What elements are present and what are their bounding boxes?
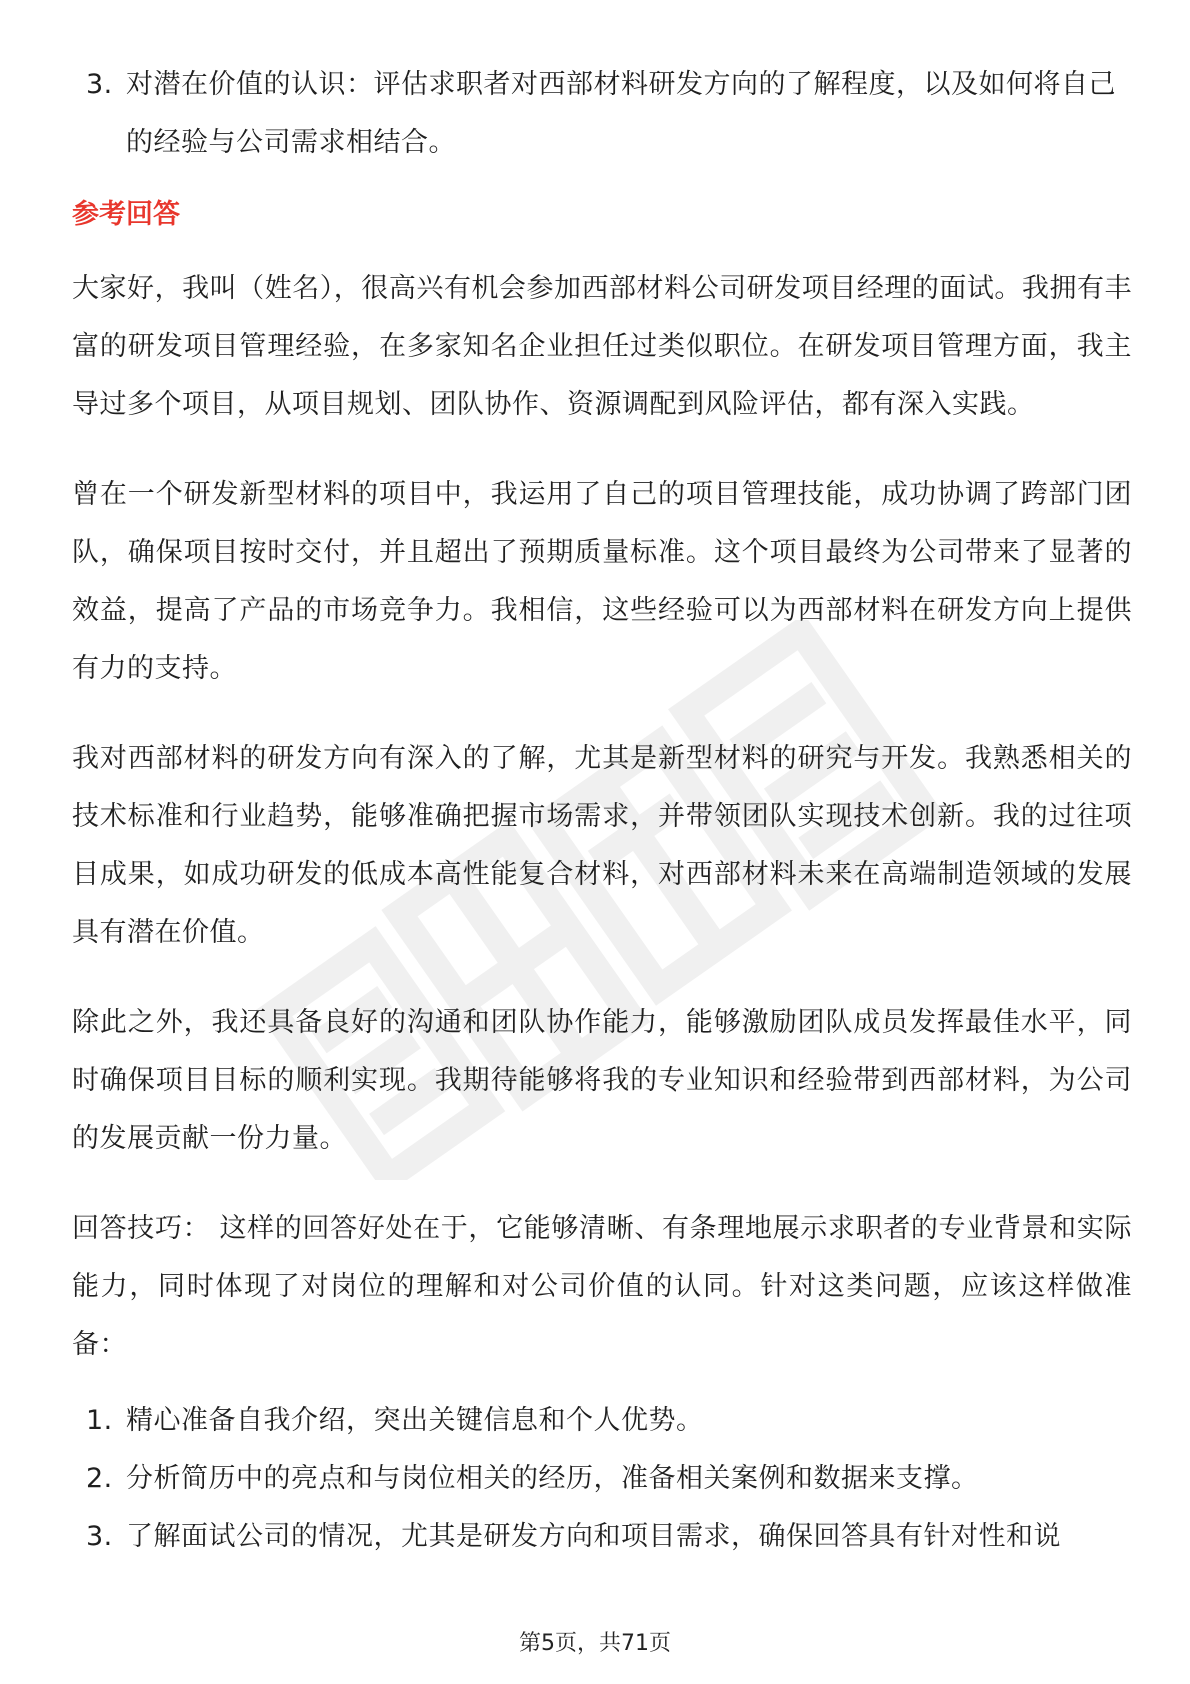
list-item xyxy=(72,1392,1132,1450)
list-item-text: 精心准备自我介绍，突出关键信息和个人优势。 xyxy=(126,1405,704,1436)
tips-list xyxy=(72,1392,1132,1566)
list-item xyxy=(72,1450,1132,1508)
list-item-text: 对潜在价值的认识：评估求职者对西部材料研发方向的了解程度，以及如何将自己的经验与公司需求相结合。 xyxy=(126,69,1116,158)
list-item-text: 分析简历中的亮点和与岗位相关的经历，准备相关案例和数据来支撑。 xyxy=(126,1463,979,1494)
list-item xyxy=(72,56,1132,172)
list-item-text: 了解面试公司的情况，尤其是研发方向和项目需求，确保回答具有针对性和说 xyxy=(126,1521,1061,1552)
answer-paragraph-3: 我对西部材料的研发方向有深入的了解，尤其是新型材料的研究与开发。我熟悉相关的技术标准和行业趋势，能够准确把握市场需求，并带领团队实现技术创新。我的过往项目成果，如成功研发的低成本高性能复合材料，对西部材料未来在高端制造领域的发展具有潜在价值。 xyxy=(72,743,1132,948)
list-item xyxy=(72,1508,1132,1566)
answer-paragraph-4: 除此之外，我还具备良好的沟通和团队协作能力，能够激励团队成员发挥最佳水平，同时确保项目目标的顺利实现。我期待能够将我的专业知识和经验带到西部材料，为公司的发展贡献一份力量。 xyxy=(72,1007,1132,1154)
content-area xyxy=(72,56,1132,1566)
criteria-list xyxy=(72,56,1132,172)
tips-paragraph: 回答技巧： 这样的回答好处在于，它能够清晰、有条理地展示求职者的专业背景和实际能力，同时体现了对岗位的理解和对公司价值的认同。针对这类问题，应该这样做准备： xyxy=(72,1213,1132,1360)
section-heading: 参考回答 xyxy=(72,199,180,230)
answer-paragraph-1: 大家好，我叫（姓名），很高兴有机会参加西部材料公司研发项目经理的面试。我拥有丰富的研发项目管理经验，在多家知名企业担任过类似职位。在研发项目管理方面，我主导过多个项目，从项目规划、团队协作、资源调配到风险评估，都有深入实践。 xyxy=(72,273,1132,420)
list-item-number: 2. xyxy=(86,1463,113,1494)
list-item-number: 3. xyxy=(86,1521,113,1552)
list-item-number: 3. xyxy=(86,69,113,100)
list-item-number: 1. xyxy=(86,1405,113,1436)
answer-paragraph-2: 曾在一个研发新型材料的项目中，我运用了自己的项目管理技能，成功协调了跨部门团队，确保项目按时交付，并且超出了预期质量标准。这个项目最终为公司带来了显著的效益，提高了产品的市场竞争力。我相信，这些经验可以为西部材料在研发方向上提供有力的支持。 xyxy=(72,479,1132,684)
page-footer: 第5页，共71页 xyxy=(519,1631,671,1656)
